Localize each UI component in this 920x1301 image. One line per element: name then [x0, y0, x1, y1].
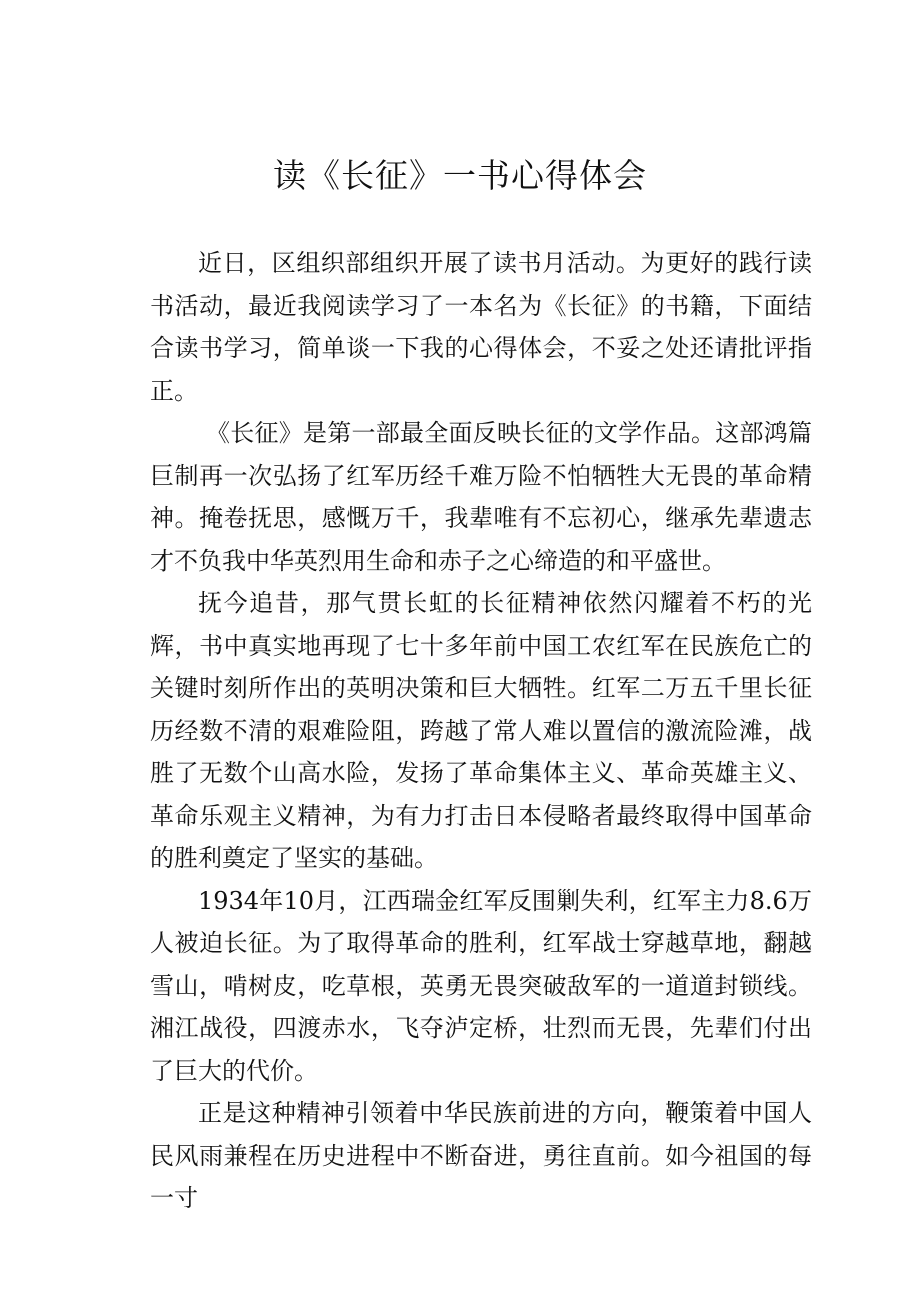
document-body [150, 242, 812, 1220]
paragraph-4: 1934年10月，江西瑞金红军反围剿失利，红军主力8.6万人被迫长征。为了取得革命的胜利，红军战士穿越草地，翻越雪山，啃树皮，吃草根，英勇无畏突破敌军的一道道封锁线。湘江战役，四渡赤水，飞夺泸定桥，壮烈而无畏，先辈们付出了巨大的代价。 [150, 886, 812, 1085]
paragraph-2: 《长征》是第一部最全面反映长征的文学作品。这部鸿篇巨制再一次弘扬了红军历经千难万险不怕牺牲大无畏的革命精神。掩卷抚思，感慨万千，我辈唯有不忘初心，继承先辈遗志才不负我中华英烈用生命和赤子之心缔造的和平盛世。 [150, 419, 812, 575]
paragraph-3: 抚今追昔，那气贯长虹的长征精神依然闪耀着不朽的光辉，书中真实地再现了七十多年前中国工农红军在民族危亡的关键时刻所作出的英明决策和巨大牺牲。红军二万五千里长征历经数不清的艰难险阻，跨越了常人难以置信的激流险滩，战胜了无数个山高水险，发扬了革命集体主义、革命英雄主义、革命乐观主义精神，为有力打击日本侵略者最终取得中国革命的胜利奠定了坚实的基础。 [150, 589, 812, 872]
paragraph-5: 正是这种精神引领着中华民族前进的方向，鞭策着中国人民风雨兼程在历史进程中不断奋进，勇往直前。如今祖国的每一寸 [150, 1099, 812, 1212]
document-title: 读《长征》一书心得体会 [273, 156, 647, 195]
paragraph-1: 近日，区组织部组织开展了读书月活动。为更好的践行读书活动，最近我阅读学习了一本名为《长征》的书籍，下面结合读书学习，简单谈一下我的心得体会，不妥之处还请批评指正。 [150, 249, 812, 405]
